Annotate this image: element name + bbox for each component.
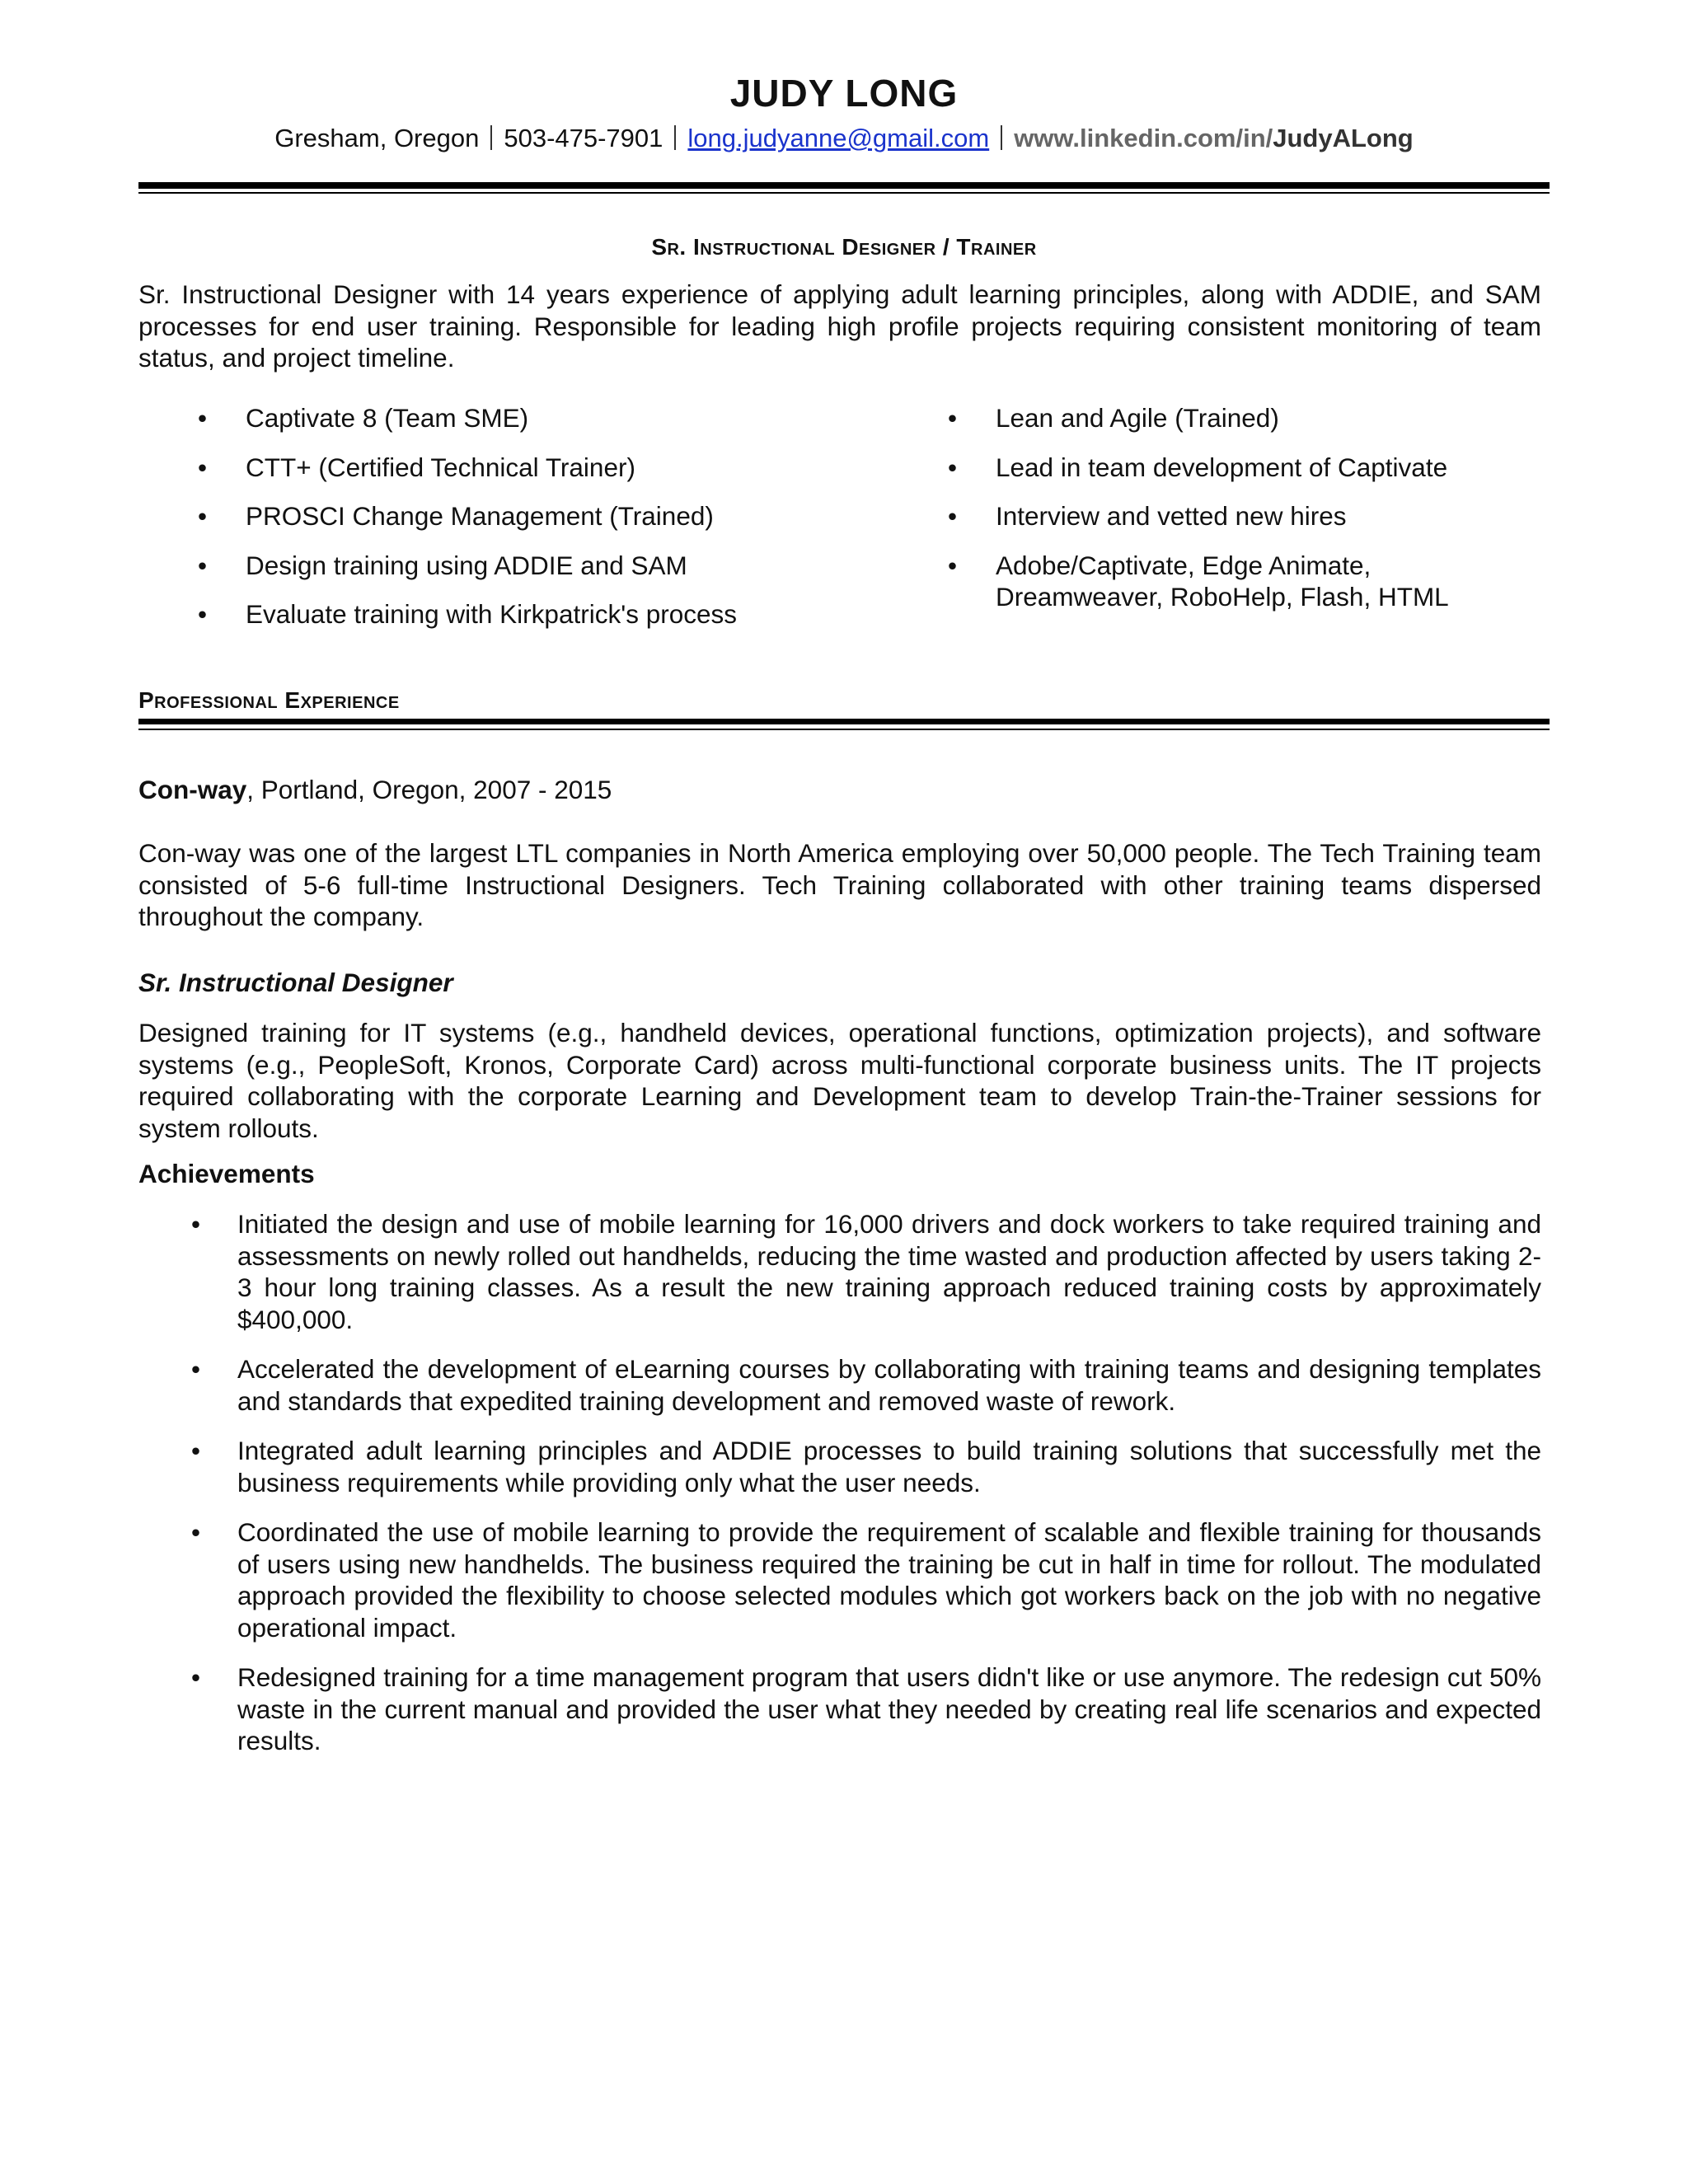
linkedin-prefix: www.linkedin.com/in/ xyxy=(1014,124,1273,152)
bullet-icon: • xyxy=(198,501,208,531)
candidate-name: JUDY LONG xyxy=(729,72,959,115)
header-divider-thin xyxy=(138,192,1550,194)
skill-item: • Interview and vetted new hires xyxy=(948,501,1347,531)
bullet-icon: • xyxy=(948,550,958,580)
skill-item: • Captivate 8 (Team SME) xyxy=(198,403,529,433)
bullet-icon: • xyxy=(948,501,958,531)
summary-text: Sr. Instructional Designer with 14 years experience of applying adult learning principles, along with ADDIE, and SAM processes for end user training. Responsible for leading high profile projects requiring consistent monitoring of team status, and project timeline. xyxy=(138,279,1541,373)
skill-item: • CTT+ (Certified Technical Trainer) xyxy=(198,452,635,482)
achievements-list xyxy=(138,1208,1550,1775)
summary-title: Sr. Instructional Designer / Trainer xyxy=(651,234,1037,260)
achievement-item: • Initiated the design and use of mobile learning for 16,000 drivers and dock workers to take required training and assessments on newly rolled out handhelds, reducing the time wasted and production affected by users taking 2-3 hour long training classes. As a result the new training approach reduced training costs by approximately $400,000. xyxy=(191,1209,1541,1334)
skill-item: • Adobe/Captivate, Edge Animate, Dreamweaver, RoboHelp, Flash, HTML xyxy=(948,550,1449,612)
skill-item: • PROSCI Change Management (Trained) xyxy=(198,501,714,531)
bullet-icon: • xyxy=(191,1209,201,1239)
skill-item: • Lean and Agile (Trained) xyxy=(948,403,1279,433)
contact-separator xyxy=(490,125,492,150)
bullet-icon: • xyxy=(191,1436,201,1465)
location: Gresham, Oregon xyxy=(274,124,480,152)
bullet-icon: • xyxy=(948,452,958,482)
company-line xyxy=(138,775,612,805)
role-description: Designed training for IT systems (e.g., handheld devices, operational functions, optimization projects), and software systems (e.g., PeopleSoft, Kronos, Corporate Card) across multi-functional corporate business units. The IT projects required collaborating with the corporate Learning and Development team to develop Train-the-Trainer sessions for system rollouts. xyxy=(138,1018,1541,1143)
bullet-icon: • xyxy=(198,599,208,629)
bullet-icon: • xyxy=(198,452,208,482)
bullet-icon: • xyxy=(191,1354,201,1384)
experience-title: Professional Experience xyxy=(138,687,400,713)
contact-line xyxy=(138,124,1550,153)
company-details: , Portland, Oregon, 2007 - 2015 xyxy=(246,775,612,804)
bullet-icon: • xyxy=(191,1517,201,1547)
achievements-title: Achievements xyxy=(138,1159,315,1188)
achievement-item: • Accelerated the development of eLearning courses by collaborating with training teams and designing templates and standards that expedited training development and removed waste of rework. xyxy=(191,1354,1541,1416)
contact-separator xyxy=(1001,125,1002,150)
skills-right-column xyxy=(889,402,1482,630)
company-name: Con-way xyxy=(138,775,247,804)
experience-divider-thick xyxy=(138,719,1550,724)
achievement-item: • Coordinated the use of mobile learning to provide the requirement of scalable and flexible training for thousands of users using new handhelds. The business required the training be cut in half in time for rollout. The modulated approach provided the flexibility to choose selected modules which got workers back on the job with no negative operational impact. xyxy=(191,1517,1541,1643)
contact-separator xyxy=(674,125,676,150)
experience-divider-thin xyxy=(138,729,1550,730)
bullet-icon: • xyxy=(191,1662,201,1692)
bullet-icon: • xyxy=(198,403,208,433)
skill-item: • Evaluate training with Kirkpatrick's process xyxy=(198,599,738,629)
company-description: Con-way was one of the largest LTL companies in North America employing over 50,000 people. The Tech Training team consisted of 5-6 full-time Instructional Designers. Tech Training collaborated with other training teams dispersed throughout the company. xyxy=(138,838,1541,931)
achievement-item: • Redesigned training for a time management program that users didn't like or use anymore. The redesign cut 50% waste in the current manual and provided the user what they needed by creating real life scenarios and expected results. xyxy=(191,1662,1541,1755)
skills-left-column xyxy=(138,402,880,648)
skills-section xyxy=(138,402,1550,649)
achievement-item: • Integrated adult learning principles and ADDIE processes to build training solutions that successfully met the business requirements while providing only what the user needs. xyxy=(191,1436,1541,1497)
skill-item: • Lead in team development of Captivate xyxy=(948,452,1448,482)
linkedin-handle: JudyALong xyxy=(1273,124,1414,152)
bullet-icon: • xyxy=(948,403,958,433)
header-divider-thick xyxy=(138,182,1550,189)
skill-item: • Design training using ADDIE and SAM xyxy=(198,550,687,580)
phone: 503-475-7901 xyxy=(504,124,663,152)
linkedin-link[interactable] xyxy=(1014,124,1414,152)
bullet-icon: • xyxy=(198,550,208,580)
job-title: Sr. Instructional Designer xyxy=(138,968,453,997)
email-link[interactable]: long.judyanne@gmail.com xyxy=(687,124,990,152)
